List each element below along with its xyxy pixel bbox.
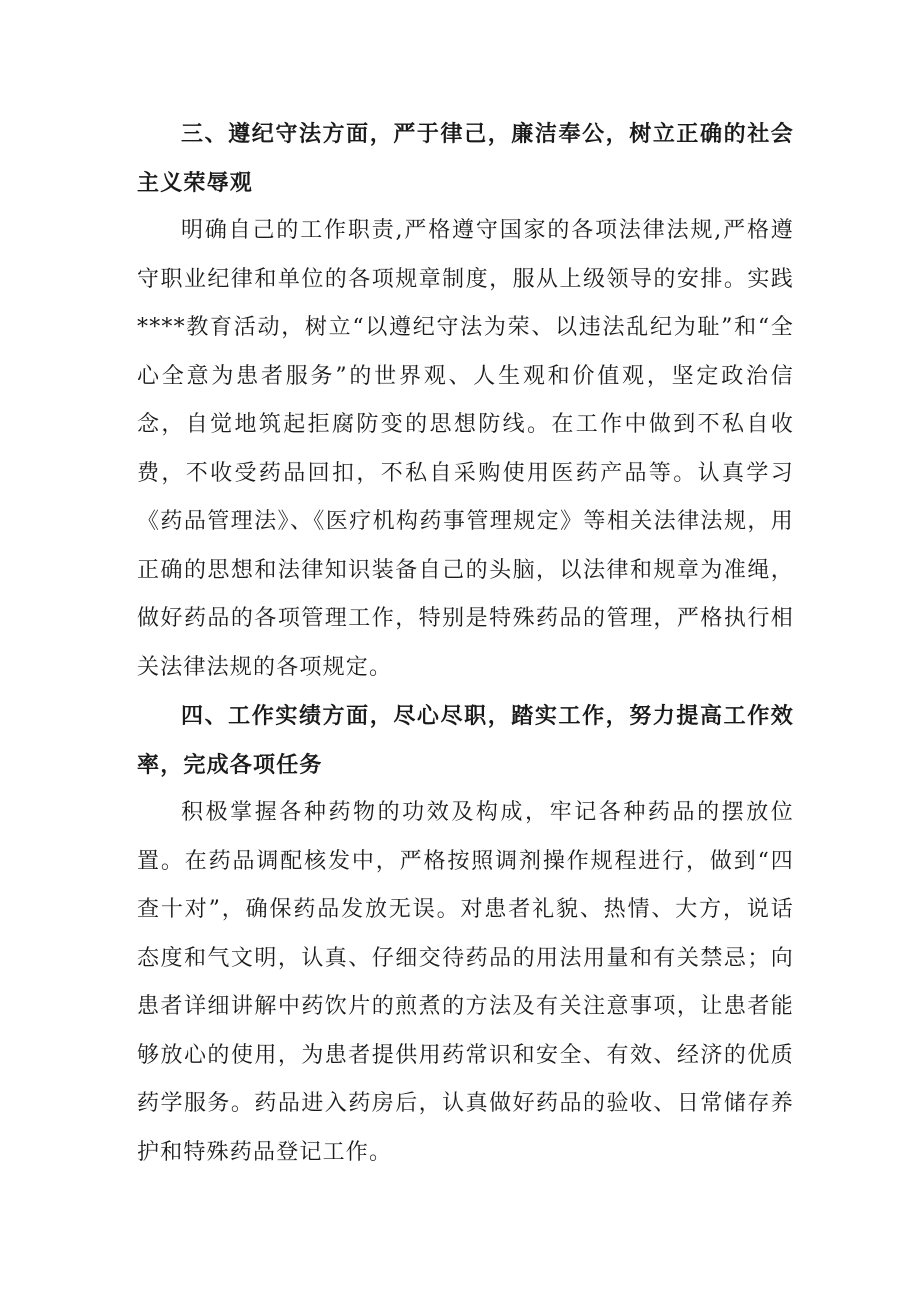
section-3-paragraph: 明确自己的工作职责,严格遵守国家的各项法律法规,严格遵守职业纪律和单位的各项规章制度，服从上级领导的安排。实践****教育活动，树立“以遵纪守法为荣、以违法乱纪为耻”和“全心全意为患者服务”的世界观、人生观和价值观，坚定政治信念，自觉地筑起拒腐防变的思想防线。在工作中做到不私自收费，不收受药品回扣，不私自采购使用医药产品等。认真学习《药品管理法》、《医疗机构药事管理规定》等相关法律法规，用正确的思想和法律知识装备自己的头脑，以法律和规章为准绳，做好药品的各项管理工作，特别是特殊药品的管理，严格执行相关法律法规的各项规定。 [137, 218, 794, 680]
section-4-paragraph: 积极掌握各种药物的功效及构成，牢记各种药品的摆放位置。在药品调配核发中，严格按照调剂操作规程进行，做到“四查十对”，确保药品发放无误。对患者礼貌、热情、大方，说话态度和气文明，认真、仔细交待药品的用法用量和有关禁忌；向患者详细讲解中药饮片的煎煮的方法及有关注意事项，让患者能够放心的使用，为患者提供用药常识和安全、有效、经济的优质药学服务。药品进入药房后，认真做好药品的验收、日常储存养护和特殊药品登记工作。 [137, 800, 794, 1165]
document-body [137, 110, 794, 1177]
section-3-heading: 三、遵纪守法方面，严于律己，廉洁奉公，树立正确的社会主义荣辱观 [137, 121, 794, 196]
section-4-heading: 四、工作实绩方面，尽心尽职，踏实工作，努力提高工作效率，完成各项任务 [137, 703, 794, 778]
